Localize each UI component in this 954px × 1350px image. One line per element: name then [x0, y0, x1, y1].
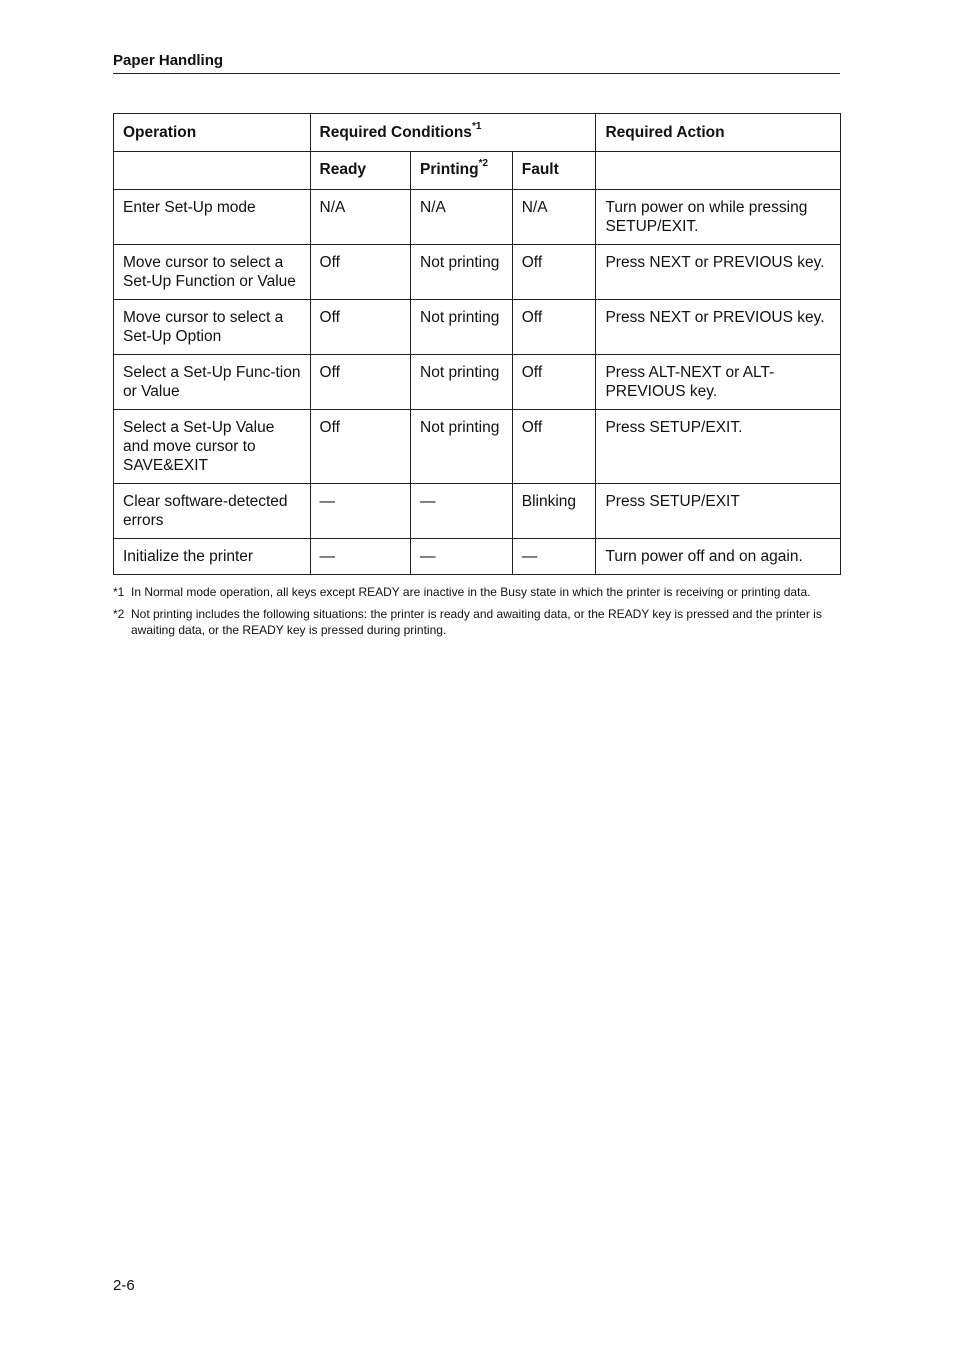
- footnotes: [113, 584, 840, 644]
- cell-fault: Off: [512, 245, 596, 300]
- table-row: [114, 300, 841, 355]
- cell-fault: Off: [512, 355, 596, 410]
- header-title: Paper Handling: [113, 52, 224, 69]
- cell-printing: Not printing: [411, 300, 513, 355]
- cell-ready: —: [310, 484, 411, 539]
- cell-ready: Off: [310, 355, 411, 410]
- cell-action: Press SETUP/EXIT: [596, 484, 841, 539]
- cell-operation: Select a Set-Up Func-tion or Value: [114, 355, 311, 410]
- cell-printing: N/A: [411, 190, 513, 245]
- cell-fault: N/A: [512, 190, 596, 245]
- header-required-action: Required Action: [596, 114, 841, 152]
- cell-printing: Not printing: [411, 355, 513, 410]
- table-row: [114, 410, 841, 484]
- table-header-row: [114, 114, 841, 152]
- cell-printing: —: [411, 484, 513, 539]
- cell-ready: —: [310, 539, 411, 575]
- cell-operation: Move cursor to select a Set-Up Option: [114, 300, 311, 355]
- footnote-mark: *2: [113, 607, 125, 621]
- table-row: [114, 539, 841, 575]
- cell-operation: Initialize the printer: [114, 539, 311, 575]
- cell-action: Press NEXT or PREVIOUS key.: [596, 245, 841, 300]
- header-operation: Operation: [114, 114, 311, 152]
- cell-action: Turn power off and on again.: [596, 539, 841, 575]
- footnote: [113, 584, 840, 600]
- cell-ready: N/A: [310, 190, 411, 245]
- cell-printing: —: [411, 539, 513, 575]
- cell-fault: Off: [512, 410, 596, 484]
- footnote-text: In Normal mode operation, all keys except READY are inactive in the Busy state in which the printer is receiving or printing data.: [131, 585, 811, 599]
- cell-action: Press SETUP/EXIT.: [596, 410, 841, 484]
- cell-fault: —: [512, 539, 596, 575]
- subheader-printing: Printing$^{*2}$: [411, 152, 513, 190]
- cell-fault: Off: [512, 300, 596, 355]
- subheader-empty: [114, 152, 311, 190]
- footnote-ref-2: *2: [478, 157, 489, 169]
- cell-operation: Enter Set-Up mode: [114, 190, 311, 245]
- table-row: [114, 190, 841, 245]
- cell-ready: Off: [310, 245, 411, 300]
- cell-fault: Blinking: [512, 484, 596, 539]
- subheader-empty-action: [596, 152, 841, 190]
- cell-action: Press NEXT or PREVIOUS key.: [596, 300, 841, 355]
- cell-ready: Off: [310, 410, 411, 484]
- footnote-mark: *1: [113, 585, 125, 599]
- subheader-ready: Ready: [310, 152, 411, 190]
- page-number: 2-6: [113, 1277, 135, 1294]
- table-row: [114, 484, 841, 539]
- cell-operation: Move cursor to select a Set-Up Function or Value: [114, 245, 311, 300]
- table-row: [114, 245, 841, 300]
- running-header: [113, 52, 840, 74]
- cell-operation: Clear software-detected errors: [114, 484, 311, 539]
- cell-action: Turn power on while pressing SETUP/EXIT.: [596, 190, 841, 245]
- header-required-conditions: Required Conditions$^{*1}$: [310, 114, 596, 152]
- cell-printing: Not printing: [411, 245, 513, 300]
- operations-table: [113, 113, 841, 575]
- cell-ready: Off: [310, 300, 411, 355]
- subheader-fault: Fault: [512, 152, 596, 190]
- table-subheader-row: [114, 152, 841, 190]
- cell-operation: Select a Set-Up Value and move cursor to SAVE&EXIT: [114, 410, 311, 484]
- cell-printing: Not printing: [411, 410, 513, 484]
- footnote-ref-1: *1: [471, 120, 482, 132]
- table-row: [114, 355, 841, 410]
- footnote: [113, 606, 840, 638]
- cell-action: Press ALT-NEXT or ALT-PREVIOUS key.: [596, 355, 841, 410]
- footnote-text: Not printing includes the following situations: the printer is ready and awaiting data, or the READY key is pressed and the printer is awaiting data, or the READY key is pressed during printing.: [131, 607, 822, 637]
